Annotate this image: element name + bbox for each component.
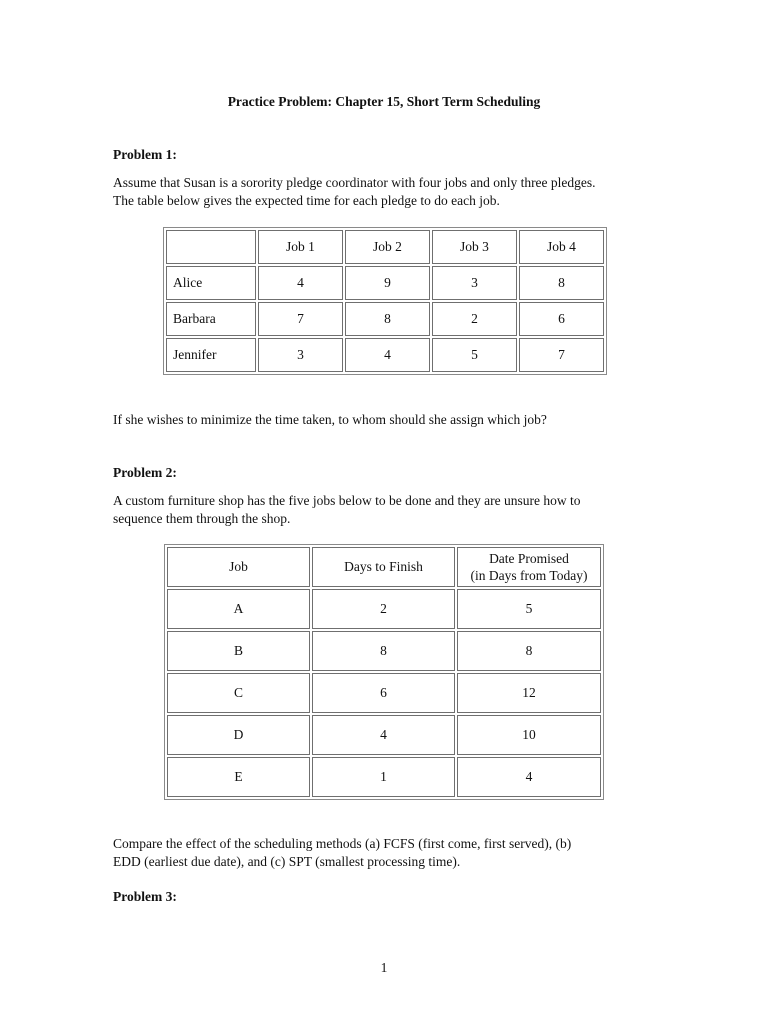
table-cell: B bbox=[167, 631, 310, 671]
table-cell: 2 bbox=[432, 302, 517, 336]
row-label: Barbara bbox=[166, 302, 256, 336]
row-label: Jennifer bbox=[166, 338, 256, 372]
table-cell: 6 bbox=[312, 673, 455, 713]
problem1-intro-line: Assume that Susan is a sorority pledge coordinator with four jobs and only three pledges. bbox=[113, 175, 596, 190]
table-cell: 4 bbox=[345, 338, 430, 372]
table-header-cell: Job bbox=[167, 547, 310, 587]
table-cell: 4 bbox=[258, 266, 343, 300]
problem2-heading: Problem 2: bbox=[113, 465, 177, 480]
table-row bbox=[167, 589, 601, 629]
table-cell: 3 bbox=[432, 266, 517, 300]
furniture-jobs-table bbox=[164, 544, 604, 800]
table-cell: 10 bbox=[457, 715, 601, 755]
table-cell: 5 bbox=[457, 589, 601, 629]
table-header-cell: Job 2 bbox=[345, 230, 430, 264]
table-header-row bbox=[166, 230, 604, 264]
table-header-cell: Job 4 bbox=[519, 230, 604, 264]
table-cell: 8 bbox=[312, 631, 455, 671]
table-cell: C bbox=[167, 673, 310, 713]
problem2-intro-line: A custom furniture shop has the five jobs below to be done and they are unsure how to bbox=[113, 493, 581, 508]
header-line: Date Promised bbox=[489, 551, 569, 566]
table-cell: 4 bbox=[457, 757, 601, 797]
table-row bbox=[166, 266, 604, 300]
table-row bbox=[167, 631, 601, 671]
table-header-cell: Days to Finish bbox=[312, 547, 455, 587]
problem2-question-line: Compare the effect of the scheduling methods (a) FCFS (first come, first served), (b) bbox=[113, 836, 572, 851]
problem2-intro bbox=[113, 492, 673, 528]
table-row bbox=[166, 338, 604, 372]
problem3-heading: Problem 3: bbox=[113, 889, 177, 904]
table-cell: 8 bbox=[457, 631, 601, 671]
table-row bbox=[167, 757, 601, 797]
table-cell: 6 bbox=[519, 302, 604, 336]
table-cell: 7 bbox=[519, 338, 604, 372]
table-cell: 3 bbox=[258, 338, 343, 372]
table-row bbox=[167, 715, 601, 755]
page-title: Practice Problem: Chapter 15, Short Term Scheduling bbox=[227, 94, 541, 109]
problem2-question bbox=[113, 835, 673, 871]
table-row bbox=[167, 673, 601, 713]
problem1-question: If she wishes to minimize the time taken, to whom should she assign which job? bbox=[113, 412, 547, 427]
table-cell: D bbox=[167, 715, 310, 755]
table-header-cell bbox=[166, 230, 256, 264]
problem2-question-line: EDD (earliest due date), and (c) SPT (smallest processing time). bbox=[113, 854, 461, 869]
problem1-intro bbox=[113, 174, 673, 210]
table-cell: E bbox=[167, 757, 310, 797]
table-header-cell: Job 1 bbox=[258, 230, 343, 264]
table-cell: 2 bbox=[312, 589, 455, 629]
table-cell: 8 bbox=[519, 266, 604, 300]
problem2-intro-line: sequence them through the shop. bbox=[113, 511, 291, 526]
table-cell: 5 bbox=[432, 338, 517, 372]
table-header-cell bbox=[457, 547, 601, 587]
table-row bbox=[166, 302, 604, 336]
table-cell: 12 bbox=[457, 673, 601, 713]
table-header-cell: Job 3 bbox=[432, 230, 517, 264]
table-cell: 7 bbox=[258, 302, 343, 336]
header-line: (in Days from Today) bbox=[470, 568, 588, 583]
table-cell: A bbox=[167, 589, 310, 629]
problem1-intro-line: The table below gives the expected time for each pledge to do each job. bbox=[113, 193, 500, 208]
row-label: Alice bbox=[166, 266, 256, 300]
table-cell: 8 bbox=[345, 302, 430, 336]
table-header-row bbox=[167, 547, 601, 587]
page-number: 1 bbox=[380, 960, 388, 975]
problem1-heading: Problem 1: bbox=[113, 147, 177, 162]
table-cell: 9 bbox=[345, 266, 430, 300]
pledge-job-table bbox=[163, 227, 607, 375]
table-cell: 1 bbox=[312, 757, 455, 797]
table-cell: 4 bbox=[312, 715, 455, 755]
